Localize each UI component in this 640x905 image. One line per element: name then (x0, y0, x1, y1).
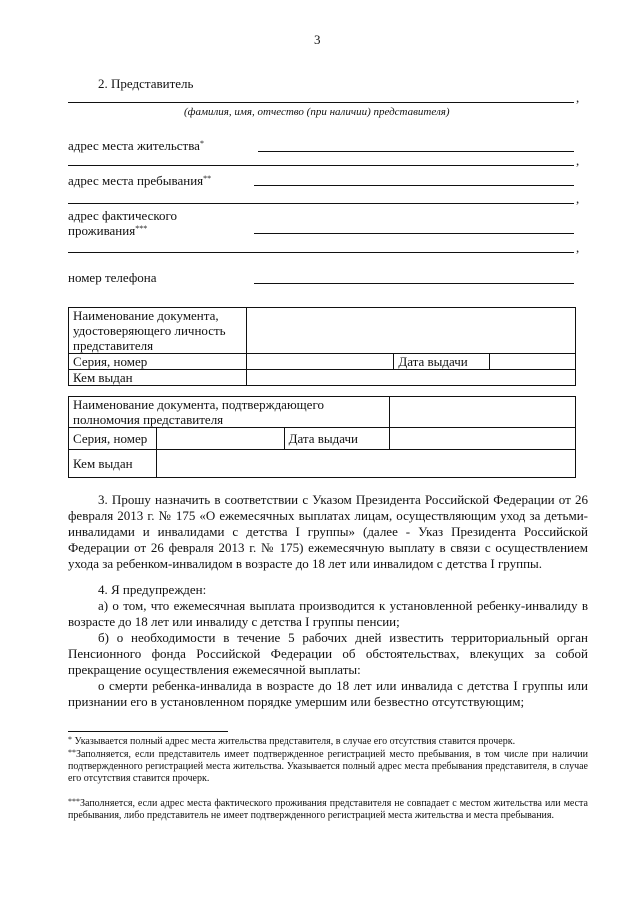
footnote-1-text: Указывается полный адрес места жительства представителя, в случае его отсутствия ставится прочерк. (72, 736, 516, 747)
stay-address-field[interactable] (254, 185, 574, 186)
identity-doc-name-label: Наименование документа, удостоверяющего личность представителя (69, 308, 247, 354)
actual-address-field-cont[interactable] (68, 252, 574, 253)
authority-doc-name-field[interactable] (390, 397, 576, 428)
footnote-3-mark: *** (68, 797, 80, 806)
residence-address-field-cont[interactable] (68, 165, 574, 166)
phone-field[interactable] (254, 283, 574, 284)
identity-issued-by-label: Кем выдан (69, 370, 247, 386)
identity-series-field[interactable] (246, 354, 394, 370)
authority-series-field[interactable] (156, 428, 284, 450)
residence-address-text: адрес места жительства (68, 138, 200, 153)
identity-series-label: Серия, номер (69, 354, 247, 370)
stay-address-label (68, 173, 211, 188)
section-2-title: 2. Представитель (98, 76, 194, 91)
footnote-2 (68, 749, 588, 785)
identity-document-table (68, 307, 576, 386)
representative-name-caption: (фамилия, имя, отчество (при наличии) представителя) (184, 106, 450, 118)
footnote-2-text: Заполняется, если представитель имеет подтвержденное регистрацией место пребывания, в том числе при наличии подтвержденного регистрацией места жительства. Указывается полный адрес места пребывания представителя, в случае его отсутствия ставится прочерк. (68, 749, 588, 784)
actual-address-text-1: адрес фактического (68, 208, 178, 223)
authority-series-label: Серия, номер (69, 428, 157, 450)
residence-address-field[interactable] (258, 151, 574, 152)
section-4-item-c: о смерти ребенка-инвалида в возрасте до 18 лет или инвалида с детства I группы или признании его в установленном порядке умершим или безвестно отсутствующим; (68, 678, 588, 709)
authority-issue-date-label: Дата выдачи (284, 428, 390, 450)
identity-doc-name-field[interactable] (246, 308, 575, 354)
comma-mark: , (576, 90, 580, 105)
authority-document-table (68, 396, 576, 478)
comma-mark: , (576, 240, 580, 255)
actual-address-text-2: проживания (68, 223, 136, 238)
comma-mark: , (576, 153, 580, 168)
section-3-text: 3. Прошу назначить в соответствии с Указом Президента Российской Федерации от 26 февраля 2013 г. № 175 «О ежемесячных выплатах лицам, осуществляющим уход за детьми-инвалидами и инвалидами с детства I группы» (далее - Указ Президента Российской Федерации от 26 февраля 2013 г. № 175) ежемесячную выплату в связи с осуществлением ухода за ребенком-инвалидом в возрасте до 18 лет или инвалидом с детства I группы. (68, 492, 588, 571)
identity-issued-by-field[interactable] (246, 370, 575, 386)
footnote-3-text: Заполняется, если адрес места фактического проживания представителя не совпадает с местом жительства или места пребывания, либо представитель не имеет подтвержденного регистрацией места жительства и места пребывания. (68, 798, 588, 821)
section-4-item-a: а) о том, что ежемесячная выплата производится к установленной ребенку-инвалиду в возрасте до 18 лет или инвалиду с детства I группы пенсии; (68, 598, 588, 629)
footnote-ref-3: *** (135, 224, 148, 233)
authority-issued-by-field[interactable] (156, 450, 575, 478)
comma-mark: , (576, 191, 580, 206)
footnote-ref-2: ** (203, 174, 212, 183)
phone-label: номер телефона (68, 270, 157, 285)
representative-name-field[interactable] (68, 102, 574, 103)
authority-issued-by-label: Кем выдан (69, 450, 157, 478)
footnote-separator (68, 731, 228, 732)
authority-issue-date-field[interactable] (390, 428, 576, 450)
authority-doc-name-label: Наименование документа, подтверждающего полномочия представителя (69, 397, 390, 428)
footnote-2-mark: ** (68, 748, 76, 757)
identity-issue-date-field[interactable] (490, 354, 576, 370)
stay-address-field-cont[interactable] (68, 203, 574, 204)
footnote-1-mark: * (68, 735, 72, 744)
stay-address-text: адрес места пребывания (68, 173, 204, 188)
actual-address-field[interactable] (254, 233, 574, 234)
identity-issue-date-label: Дата выдачи (394, 354, 490, 370)
section-4-item-b: б) о необходимости в течение 5 рабочих дней известить территориальный орган Пенсионного фонда Российской Федерации об обстоятельствах, влекущих за собой прекращение осуществления ежемесячной выплаты: (68, 630, 588, 677)
residence-address-label (68, 138, 204, 153)
footnote-ref-1: * (199, 139, 204, 148)
footnote-1 (68, 736, 588, 748)
footnote-3 (68, 798, 588, 822)
section-4-title: 4. Я предупрежден: (98, 582, 207, 597)
actual-address-label (68, 208, 177, 238)
page-number: 3 (314, 32, 321, 47)
